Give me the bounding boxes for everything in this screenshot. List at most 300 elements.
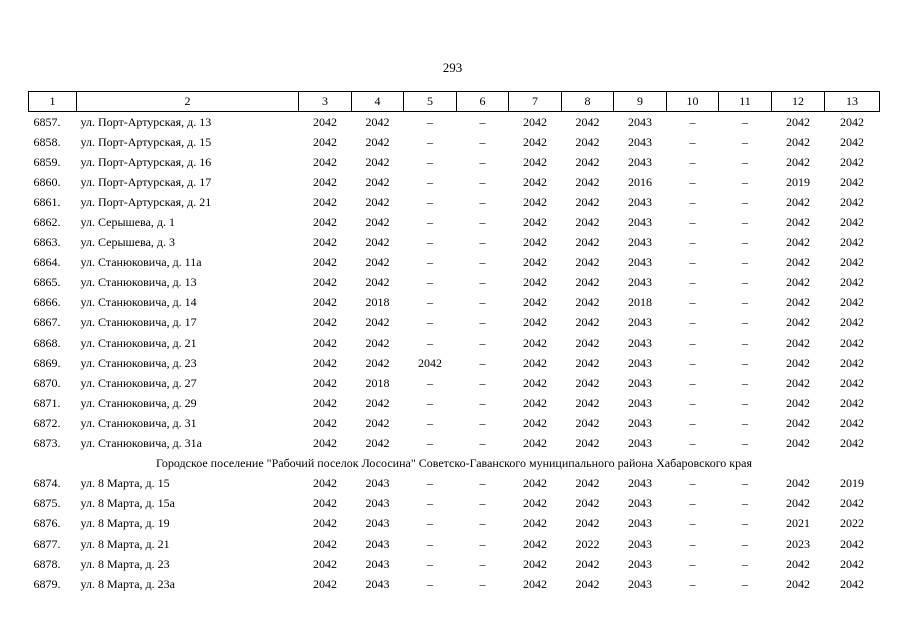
year-cell-col-3: 2042	[313, 576, 337, 591]
year-cell-col-5: –	[427, 174, 433, 189]
year-cell-col-9: 2043	[628, 255, 652, 270]
year-cell-col-13: 2022	[840, 516, 864, 531]
year-cell-col-3: 2042	[313, 516, 337, 531]
table-row	[29, 152, 880, 172]
row-number: 6867.	[33, 315, 61, 330]
year-cell-col-10: –	[689, 134, 696, 149]
year-cell-col-13: 2042	[840, 375, 864, 390]
table-row	[29, 574, 880, 594]
year-cell-col-12: 2042	[786, 295, 810, 310]
year-cell-col-13: 2042	[840, 335, 864, 350]
year-cell-col-9: 2043	[628, 315, 652, 330]
year-cell-col-10: –	[689, 395, 696, 410]
year-cell-col-4: 2018	[365, 295, 390, 310]
year-cell-col-13: 2042	[840, 415, 864, 430]
year-cell-col-5: –	[427, 576, 433, 591]
year-cell-col-8: 2042	[575, 395, 600, 410]
table-row	[29, 393, 880, 413]
year-cell-col-6: –	[479, 375, 486, 390]
year-cell-col-12: 2042	[786, 395, 810, 410]
address: ул. Серышева, д. 1	[80, 215, 176, 230]
year-cell-col-8: 2042	[575, 134, 600, 149]
year-cell-col-6: –	[479, 476, 486, 491]
year-cell-col-7: 2042	[523, 476, 547, 491]
table-row	[29, 474, 880, 494]
year-cell-col-11: –	[742, 355, 748, 370]
row-number: 6865.	[33, 275, 61, 290]
year-cell-col-5: –	[427, 496, 433, 511]
address: ул. Серышева, д. 3	[80, 235, 176, 250]
address: ул. Станюковича, д. 31а	[80, 436, 203, 451]
year-cell-col-10: –	[689, 315, 696, 330]
address: ул. Порт-Артурская, д. 15	[80, 134, 212, 149]
year-cell-col-3: 2042	[313, 275, 337, 290]
year-cell-col-4: 2042	[365, 114, 390, 129]
housing-register-table	[28, 91, 880, 594]
year-cell-col-9: 2043	[628, 556, 652, 571]
year-cell-col-13: 2042	[840, 395, 864, 410]
row-number: 6870.	[33, 375, 61, 390]
year-cell-col-4: 2042	[365, 194, 390, 209]
year-cell-col-3: 2042	[313, 154, 337, 169]
year-cell-col-4: 2042	[365, 134, 390, 149]
year-cell-col-9: 2043	[628, 415, 652, 430]
year-cell-col-9: 2043	[628, 355, 652, 370]
year-cell-col-6: –	[479, 114, 486, 129]
year-cell-col-4: 2018	[365, 375, 390, 390]
year-cell-col-12: 2042	[786, 114, 810, 129]
year-cell-col-3: 2042	[313, 315, 337, 330]
year-cell-col-11: –	[742, 395, 748, 410]
year-cell-col-10: –	[689, 355, 696, 370]
address: ул. Порт-Артурская, д. 17	[80, 174, 212, 189]
year-cell-col-4: 2042	[365, 174, 390, 189]
year-cell-col-10: –	[689, 235, 696, 250]
year-cell-col-13: 2042	[840, 215, 864, 230]
table-row	[29, 413, 880, 433]
year-cell-col-6: –	[479, 436, 486, 451]
year-cell-col-4: 2042	[365, 275, 390, 290]
year-cell-col-3: 2042	[313, 355, 337, 370]
address: ул. Станюковича, д. 29	[80, 395, 197, 410]
year-cell-col-8: 2042	[575, 355, 600, 370]
year-cell-col-9: 2043	[628, 335, 652, 350]
year-cell-col-11: –	[742, 556, 748, 571]
column-header-13: 13	[825, 92, 880, 112]
year-cell-col-11: –	[742, 194, 748, 209]
year-cell-col-11: –	[742, 576, 748, 591]
year-cell-col-12: 2042	[786, 476, 810, 491]
year-cell-col-7: 2042	[523, 516, 547, 531]
year-cell-col-3: 2042	[313, 235, 337, 250]
year-cell-col-6: –	[479, 556, 486, 571]
year-cell-col-4: 2042	[365, 335, 390, 350]
year-cell-col-5: –	[427, 194, 433, 209]
year-cell-col-9: 2043	[628, 275, 652, 290]
year-cell-col-12: 2021	[786, 516, 810, 531]
table-row	[29, 353, 880, 373]
address: ул. Станюковича, д. 17	[80, 315, 197, 330]
year-cell-col-13: 2042	[840, 295, 864, 310]
year-cell-col-9: 2043	[628, 154, 652, 169]
row-number: 6863.	[33, 235, 61, 250]
row-number: 6866.	[33, 295, 61, 310]
year-cell-col-3: 2042	[313, 134, 337, 149]
year-cell-col-8: 2042	[575, 255, 600, 270]
year-cell-col-4: 2042	[365, 235, 390, 250]
year-cell-col-11: –	[742, 375, 748, 390]
year-cell-col-6: –	[479, 516, 486, 531]
year-cell-col-8: 2042	[575, 476, 600, 491]
year-cell-col-5: –	[427, 114, 433, 129]
section-row	[29, 454, 880, 474]
year-cell-col-9: 2043	[628, 114, 652, 129]
year-cell-col-10: –	[689, 154, 696, 169]
year-cell-col-8: 2042	[575, 315, 600, 330]
year-cell-col-7: 2042	[523, 315, 547, 330]
year-cell-col-10: –	[689, 415, 696, 430]
year-cell-col-11: –	[742, 496, 748, 511]
year-cell-col-5: –	[427, 556, 433, 571]
year-cell-col-6: –	[479, 134, 486, 149]
year-cell-col-4: 2043	[365, 516, 390, 531]
year-cell-col-4: 2042	[365, 415, 390, 430]
year-cell-col-4: 2042	[365, 355, 390, 370]
row-number: 6868.	[33, 335, 61, 350]
year-cell-col-12: 2042	[786, 335, 810, 350]
year-cell-col-5: –	[427, 395, 433, 410]
year-cell-col-10: –	[689, 476, 696, 491]
year-cell-col-4: 2043	[365, 536, 390, 551]
column-header-6: 6	[457, 92, 509, 112]
address: ул. Порт-Артурская, д. 13	[80, 114, 212, 129]
year-cell-col-13: 2042	[840, 154, 864, 169]
year-cell-col-9: 2043	[628, 576, 652, 591]
year-cell-col-5: –	[427, 295, 433, 310]
row-number: 6873.	[33, 436, 61, 451]
year-cell-col-7: 2042	[523, 255, 547, 270]
year-cell-col-12: 2042	[786, 215, 810, 230]
year-cell-col-12: 2042	[786, 194, 810, 209]
year-cell-col-11: –	[742, 255, 748, 270]
row-number: 6876.	[33, 516, 61, 531]
table-header	[29, 92, 880, 112]
year-cell-col-7: 2042	[523, 496, 547, 511]
year-cell-col-6: –	[479, 355, 486, 370]
year-cell-col-7: 2042	[523, 395, 547, 410]
year-cell-col-5: –	[427, 215, 433, 230]
table-row	[29, 132, 880, 152]
table-row	[29, 554, 880, 574]
year-cell-col-12: 2023	[786, 536, 810, 551]
year-cell-col-11: –	[742, 154, 748, 169]
year-cell-col-11: –	[742, 476, 748, 491]
year-cell-col-9: 2043	[628, 375, 652, 390]
year-cell-col-3: 2042	[313, 295, 337, 310]
year-cell-col-3: 2042	[313, 536, 337, 551]
address: ул. Станюковича, д. 23	[80, 355, 197, 370]
address: ул. 8 Марта, д. 23а	[80, 576, 175, 591]
year-cell-col-11: –	[742, 275, 748, 290]
year-cell-col-5: –	[427, 255, 433, 270]
year-cell-col-6: –	[479, 395, 486, 410]
year-cell-col-13: 2042	[840, 496, 864, 511]
column-header-9: 9	[614, 92, 667, 112]
year-cell-col-9: 2043	[628, 536, 652, 551]
year-cell-col-12: 2042	[786, 154, 810, 169]
year-cell-col-3: 2042	[313, 194, 337, 209]
year-cell-col-6: –	[479, 496, 486, 511]
year-cell-col-6: –	[479, 194, 486, 209]
row-number: 6861.	[33, 194, 61, 209]
address: ул. 8 Марта, д. 21	[80, 536, 170, 551]
year-cell-col-10: –	[689, 576, 696, 591]
year-cell-col-8: 2042	[575, 235, 600, 250]
year-cell-col-8: 2042	[575, 516, 600, 531]
year-cell-col-5: –	[427, 235, 433, 250]
year-cell-col-5: –	[427, 536, 433, 551]
year-cell-col-5: –	[427, 134, 433, 149]
year-cell-col-5: –	[427, 476, 433, 491]
year-cell-col-3: 2042	[313, 114, 337, 129]
column-header-7: 7	[509, 92, 562, 112]
table-row	[29, 373, 880, 393]
year-cell-col-7: 2042	[523, 375, 547, 390]
year-cell-col-9: 2043	[628, 194, 652, 209]
year-cell-col-4: 2043	[365, 576, 390, 591]
year-cell-col-12: 2042	[786, 235, 810, 250]
year-cell-col-10: –	[689, 335, 696, 350]
row-number: 6858.	[33, 134, 61, 149]
year-cell-col-8: 2042	[575, 556, 600, 571]
year-cell-col-13: 2042	[840, 194, 864, 209]
year-cell-col-13: 2042	[840, 114, 864, 129]
year-cell-col-11: –	[742, 415, 748, 430]
year-cell-col-13: 2042	[840, 576, 864, 591]
year-cell-col-9: 2043	[628, 395, 652, 410]
year-cell-col-13: 2042	[840, 235, 864, 250]
table-row	[29, 112, 880, 133]
year-cell-col-3: 2042	[313, 215, 337, 230]
year-cell-col-11: –	[742, 235, 748, 250]
address: ул. Станюковича, д. 13	[80, 275, 197, 290]
year-cell-col-12: 2019	[786, 174, 810, 189]
row-number: 6859.	[33, 154, 61, 169]
year-cell-col-7: 2042	[523, 335, 547, 350]
row-number: 6875.	[33, 496, 61, 511]
year-cell-col-7: 2042	[523, 415, 547, 430]
year-cell-col-10: –	[689, 255, 696, 270]
table-row	[29, 192, 880, 212]
year-cell-col-11: –	[742, 335, 748, 350]
address: ул. 8 Марта, д. 23	[80, 556, 170, 571]
year-cell-col-9: 2043	[628, 134, 652, 149]
column-header-3: 3	[299, 92, 352, 112]
year-cell-col-5: –	[427, 335, 433, 350]
column-header-10: 10	[667, 92, 719, 112]
address: ул. Станюковича, д. 21	[80, 335, 197, 350]
year-cell-col-13: 2042	[840, 275, 864, 290]
year-cell-col-13: 2042	[840, 134, 864, 149]
year-cell-col-5: –	[427, 436, 433, 451]
table-row	[29, 253, 880, 273]
section-title: Городское поселение "Рабочий поселок Лососина" Советско-Гаванского муниципального района Хабаровского края	[156, 456, 752, 471]
column-header-12: 12	[772, 92, 825, 112]
year-cell-col-6: –	[479, 154, 486, 169]
column-header-1: 1	[29, 92, 77, 112]
table-row	[29, 333, 880, 353]
year-cell-col-10: –	[689, 295, 696, 310]
year-cell-col-10: –	[689, 375, 696, 390]
year-cell-col-6: –	[479, 295, 486, 310]
year-cell-col-12: 2042	[786, 496, 810, 511]
year-cell-col-8: 2042	[575, 415, 600, 430]
address: ул. 8 Марта, д. 15а	[80, 496, 175, 511]
page-number: 293	[442, 60, 463, 75]
year-cell-col-12: 2042	[786, 576, 810, 591]
year-cell-col-6: –	[479, 415, 486, 430]
table-row	[29, 494, 880, 514]
year-cell-col-7: 2042	[523, 355, 547, 370]
year-cell-col-4: 2042	[365, 215, 390, 230]
year-cell-col-4: 2043	[365, 556, 390, 571]
year-cell-col-6: –	[479, 315, 486, 330]
year-cell-col-4: 2043	[365, 496, 390, 511]
year-cell-col-10: –	[689, 556, 696, 571]
year-cell-col-12: 2042	[786, 415, 810, 430]
year-cell-col-4: 2042	[365, 255, 390, 270]
column-header-2: 2	[77, 92, 299, 112]
year-cell-col-10: –	[689, 215, 696, 230]
year-cell-col-7: 2042	[523, 134, 547, 149]
table-row	[29, 212, 880, 232]
year-cell-col-10: –	[689, 114, 696, 129]
year-cell-col-11: –	[742, 134, 748, 149]
year-cell-col-3: 2042	[313, 496, 337, 511]
year-cell-col-8: 2042	[575, 215, 600, 230]
year-cell-col-10: –	[689, 436, 696, 451]
year-cell-col-9: 2043	[628, 235, 652, 250]
row-number: 6871.	[33, 395, 61, 410]
row-number: 6874.	[33, 476, 61, 491]
table-row	[29, 434, 880, 454]
year-cell-col-11: –	[742, 436, 748, 451]
year-cell-col-11: –	[742, 516, 748, 531]
year-cell-col-5: –	[427, 516, 433, 531]
year-cell-col-13: 2042	[840, 174, 864, 189]
year-cell-col-6: –	[479, 576, 486, 591]
column-header-5: 5	[404, 92, 457, 112]
year-cell-col-7: 2042	[523, 536, 547, 551]
year-cell-col-11: –	[742, 295, 748, 310]
year-cell-col-5: –	[427, 315, 433, 330]
year-cell-col-13: 2042	[840, 255, 864, 270]
year-cell-col-8: 2042	[575, 275, 600, 290]
year-cell-col-12: 2042	[786, 375, 810, 390]
year-cell-col-4: 2043	[365, 476, 390, 491]
year-cell-col-7: 2042	[523, 576, 547, 591]
year-cell-col-12: 2042	[786, 556, 810, 571]
year-cell-col-5: 2042	[418, 355, 442, 370]
year-cell-col-4: 2042	[365, 154, 390, 169]
year-cell-col-11: –	[742, 215, 748, 230]
address: ул. Станюковича, д. 11а	[80, 255, 202, 270]
year-cell-col-12: 2042	[786, 436, 810, 451]
year-cell-col-6: –	[479, 235, 486, 250]
year-cell-col-6: –	[479, 536, 486, 551]
column-header-8: 8	[562, 92, 614, 112]
address: ул. Станюковича, д. 27	[80, 375, 197, 390]
year-cell-col-7: 2042	[523, 154, 547, 169]
year-cell-col-5: –	[427, 375, 433, 390]
year-cell-col-10: –	[689, 174, 696, 189]
table-row	[29, 233, 880, 253]
table-row	[29, 172, 880, 192]
year-cell-col-7: 2042	[523, 436, 547, 451]
year-cell-col-4: 2042	[365, 436, 390, 451]
year-cell-col-8: 2042	[575, 174, 600, 189]
year-cell-col-13: 2042	[840, 536, 864, 551]
row-number: 6864.	[33, 255, 61, 270]
year-cell-col-3: 2042	[313, 556, 337, 571]
year-cell-col-11: –	[742, 315, 748, 330]
row-number: 6879.	[33, 576, 61, 591]
year-cell-col-8: 2022	[575, 536, 600, 551]
address: ул. 8 Марта, д. 19	[80, 516, 170, 531]
year-cell-col-6: –	[479, 275, 486, 290]
row-number: 6857.	[33, 114, 61, 129]
row-number: 6872.	[33, 415, 61, 430]
table-body	[29, 112, 880, 595]
year-cell-col-8: 2042	[575, 496, 600, 511]
year-cell-col-3: 2042	[313, 415, 337, 430]
year-cell-col-7: 2042	[523, 114, 547, 129]
column-header-4: 4	[352, 92, 404, 112]
year-cell-col-13: 2042	[840, 436, 864, 451]
header-row	[29, 92, 880, 112]
column-header-11: 11	[719, 92, 772, 112]
year-cell-col-9: 2043	[628, 476, 652, 491]
year-cell-col-12: 2042	[786, 275, 810, 290]
year-cell-col-3: 2042	[313, 174, 337, 189]
year-cell-col-4: 2042	[365, 395, 390, 410]
year-cell-col-7: 2042	[523, 275, 547, 290]
row-number: 6878.	[33, 556, 61, 571]
year-cell-col-6: –	[479, 335, 486, 350]
row-number: 6877.	[33, 536, 61, 551]
address: ул. Станюковича, д. 14	[80, 295, 197, 310]
row-number: 6869.	[33, 355, 61, 370]
year-cell-col-5: –	[427, 154, 433, 169]
table-row	[29, 534, 880, 554]
year-cell-col-8: 2042	[575, 295, 600, 310]
address: ул. 8 Марта, д. 15	[80, 476, 170, 491]
year-cell-col-9: 2043	[628, 215, 652, 230]
year-cell-col-8: 2042	[575, 576, 600, 591]
year-cell-col-8: 2042	[575, 114, 600, 129]
year-cell-col-7: 2042	[523, 235, 547, 250]
year-cell-col-12: 2042	[786, 134, 810, 149]
table-row	[29, 514, 880, 534]
year-cell-col-11: –	[742, 536, 748, 551]
year-cell-col-13: 2042	[840, 355, 864, 370]
year-cell-col-10: –	[689, 194, 696, 209]
year-cell-col-10: –	[689, 275, 696, 290]
year-cell-col-7: 2042	[523, 295, 547, 310]
year-cell-col-8: 2042	[575, 154, 600, 169]
year-cell-col-8: 2042	[575, 436, 600, 451]
year-cell-col-6: –	[479, 215, 486, 230]
